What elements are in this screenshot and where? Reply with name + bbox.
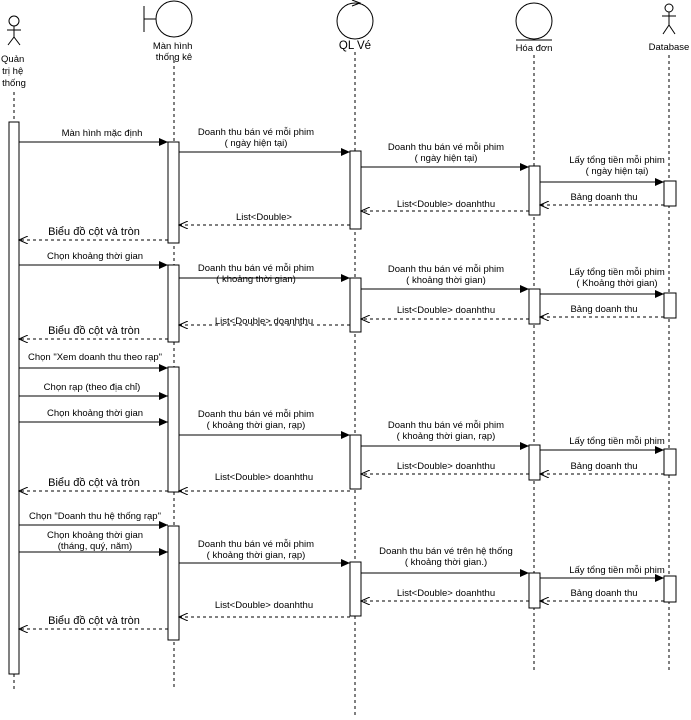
message-label-line: Bảng doanh thu <box>570 461 638 472</box>
actor-label <box>1 54 27 89</box>
message-label <box>388 420 504 442</box>
message-label <box>62 128 143 139</box>
message-label <box>48 615 140 627</box>
call-message <box>179 539 350 563</box>
boundary-activation <box>168 367 179 492</box>
call-message <box>19 530 168 552</box>
return-message <box>540 192 664 205</box>
message-label <box>47 530 143 552</box>
message-label-line: Doanh thu bán vé mỗi phim <box>387 142 505 153</box>
return-message <box>179 600 350 617</box>
call-message <box>361 142 529 167</box>
return-message <box>540 588 664 601</box>
message-label <box>28 352 162 363</box>
message-label-line: ( khoảng thời gian, rạp) <box>206 420 306 431</box>
message-label-line: Chọn khoảng thời gian <box>46 408 144 419</box>
message-label <box>48 226 140 238</box>
entity-activation <box>529 445 540 480</box>
message-label <box>569 436 665 447</box>
message-label <box>29 511 161 522</box>
return-message <box>19 226 168 240</box>
message-label-line: Doanh thu bán vé trên hệ thống <box>379 546 513 557</box>
message-label-line: ( ngày hiện tại) <box>224 138 288 149</box>
database-actor-icon <box>662 4 676 34</box>
call-message <box>179 263 350 285</box>
database-activation <box>664 576 676 602</box>
message-label-line: (tháng, quý, năm) <box>57 541 133 552</box>
message-label-line: Lấy tổng tiền mỗi phim <box>569 565 665 576</box>
call-message <box>19 251 168 265</box>
call-message <box>361 264 529 289</box>
call-message <box>19 382 168 396</box>
return-message <box>361 588 529 601</box>
database-activation <box>664 449 676 475</box>
message-label <box>388 264 504 286</box>
call-message <box>179 127 350 152</box>
message-label-line: Doanh thu bán vé mỗi phim <box>197 263 315 274</box>
entity-activation <box>529 573 540 608</box>
call-message <box>179 409 350 435</box>
message-label-line: Biểu đồ cột và tròn <box>48 226 140 238</box>
boundary-activation <box>168 265 179 342</box>
actor-activation <box>9 122 19 674</box>
message-label <box>198 127 314 149</box>
return-message <box>179 472 350 491</box>
message-label <box>236 212 292 223</box>
message-label <box>48 325 140 337</box>
message-label-line: ( ngày hiện tại) <box>414 153 478 164</box>
entity-icon <box>516 3 552 40</box>
message-label-line: ( khoảng thời gian) <box>216 274 296 285</box>
boundary-icon <box>144 1 192 37</box>
message-label-line: Doanh thu bán vé mỗi phim <box>387 420 505 431</box>
return-message <box>540 461 664 474</box>
boundary-label <box>153 41 195 63</box>
message-label-line: Doanh thu bán vé mỗi phim <box>387 264 505 275</box>
actor-label-line: Quản <box>1 54 25 65</box>
return-message <box>19 615 168 629</box>
entity-activation <box>529 166 540 215</box>
call-message <box>19 511 168 525</box>
control-activation <box>350 278 361 332</box>
message-label-line: Chọn khoảng thời gian <box>46 530 144 541</box>
call-message <box>361 420 529 446</box>
message-label-line: ( khoảng thời gian) <box>406 275 486 286</box>
message-label <box>569 267 665 289</box>
message-label <box>215 316 313 327</box>
call-message <box>540 155 665 182</box>
message-label-line: Bảng doanh thu <box>570 192 638 203</box>
message-label-line: List<Double> doanhthu <box>396 199 496 210</box>
actor-label-line: thống <box>2 78 26 89</box>
message-label <box>569 565 665 576</box>
message-label-line: Doanh thu bán vé mỗi phim <box>197 127 315 138</box>
message-label-line: Chọn khoảng thời gian <box>46 251 144 262</box>
message-label-line: Bảng doanh thu <box>570 304 638 315</box>
actor-label-line: trị hệ <box>2 66 24 77</box>
message-label-line: ( khoảng thời gian, rạp) <box>206 550 306 561</box>
database-label: Database <box>648 42 690 53</box>
message-label <box>397 199 495 210</box>
database-activation <box>664 293 676 318</box>
message-label <box>570 588 637 599</box>
message-label-line: Màn hình mặc định <box>61 128 143 139</box>
messages-layer <box>19 127 665 629</box>
control-activation <box>350 151 361 229</box>
call-message <box>540 565 665 578</box>
return-message <box>179 316 350 327</box>
call-message <box>19 128 168 142</box>
return-message <box>361 461 529 474</box>
return-message <box>19 325 168 339</box>
message-label <box>48 477 140 489</box>
return-message <box>361 305 529 319</box>
control-activation <box>350 562 361 616</box>
message-label-line: Lấy tổng tiền mỗi phim <box>569 436 665 447</box>
actor-icon <box>7 16 21 45</box>
boundary-activation <box>168 526 179 640</box>
message-label-line: List<Double> doanhthu <box>396 461 496 472</box>
entity-activation <box>529 289 540 324</box>
message-label <box>44 382 141 393</box>
message-label <box>215 472 313 483</box>
return-message <box>179 212 350 225</box>
message-label <box>397 588 495 599</box>
call-message <box>540 436 665 450</box>
message-label-line: Doanh thu bán vé mỗi phim <box>197 539 315 550</box>
message-label <box>397 305 495 316</box>
message-label-line: ( khoảng thời gian.) <box>404 557 488 568</box>
message-label-line: Chọn "Doanh thu hệ thống rạp" <box>29 511 161 522</box>
call-message <box>19 352 168 368</box>
message-label <box>215 600 313 611</box>
message-label-line: List<Double> doanhthu <box>214 472 314 483</box>
message-label-line: List<Double> doanhthu <box>396 588 496 599</box>
boundary-label-line: Màn hình <box>152 41 193 52</box>
message-label <box>198 539 314 561</box>
control-icon <box>337 0 373 39</box>
message-label-line: ( Khoảng thời gian) <box>576 278 658 289</box>
message-label-line: Bảng doanh thu <box>570 588 638 599</box>
database-activation <box>664 181 676 206</box>
return-message <box>361 199 529 211</box>
message-label-line: Biểu đồ cột và tròn <box>48 615 140 627</box>
message-label-line: Chọn "Xem doanh thu theo rạp" <box>27 352 163 363</box>
message-label-line: List<Double> doanhthu <box>214 600 314 611</box>
message-label-line: Biểu đồ cột và tròn <box>48 325 140 337</box>
call-message <box>540 267 665 294</box>
message-label <box>388 142 504 164</box>
message-label-line: ( ngày hiện tại) <box>585 166 649 177</box>
return-message <box>540 304 664 317</box>
message-label-line: Lấy tổng tiền mỗi phim <box>569 155 665 166</box>
message-label <box>379 546 513 568</box>
entity-label: Hóa đơn <box>515 43 553 54</box>
message-label-line: List<Double> doanhthu <box>396 305 496 316</box>
return-message <box>19 477 168 491</box>
message-label <box>570 304 637 315</box>
message-label <box>397 461 495 472</box>
call-message <box>19 408 168 422</box>
message-label <box>47 251 143 262</box>
boundary-label-line: thống kê <box>155 52 193 63</box>
message-label <box>569 155 665 177</box>
message-label <box>47 408 143 419</box>
message-label <box>570 192 637 203</box>
control-activation <box>350 435 361 489</box>
message-label <box>198 409 314 431</box>
message-label-line: Biểu đồ cột và tròn <box>48 477 140 489</box>
message-label-line: ( khoảng thời gian, rạp) <box>396 431 496 442</box>
message-label-line: List<Double> doanhthu <box>214 316 314 327</box>
boundary-activation <box>168 142 179 243</box>
message-label-line: Doanh thu bán vé mỗi phim <box>197 409 315 420</box>
message-label-line: Chọn rạp (theo địa chỉ) <box>43 382 141 393</box>
control-label: QL Vé <box>338 40 372 52</box>
call-message <box>361 546 529 573</box>
message-label <box>570 461 637 472</box>
message-label-line: Lấy tổng tiền mỗi phim <box>569 267 665 278</box>
message-label <box>198 263 314 285</box>
message-label-line: List<Double> <box>236 212 292 223</box>
